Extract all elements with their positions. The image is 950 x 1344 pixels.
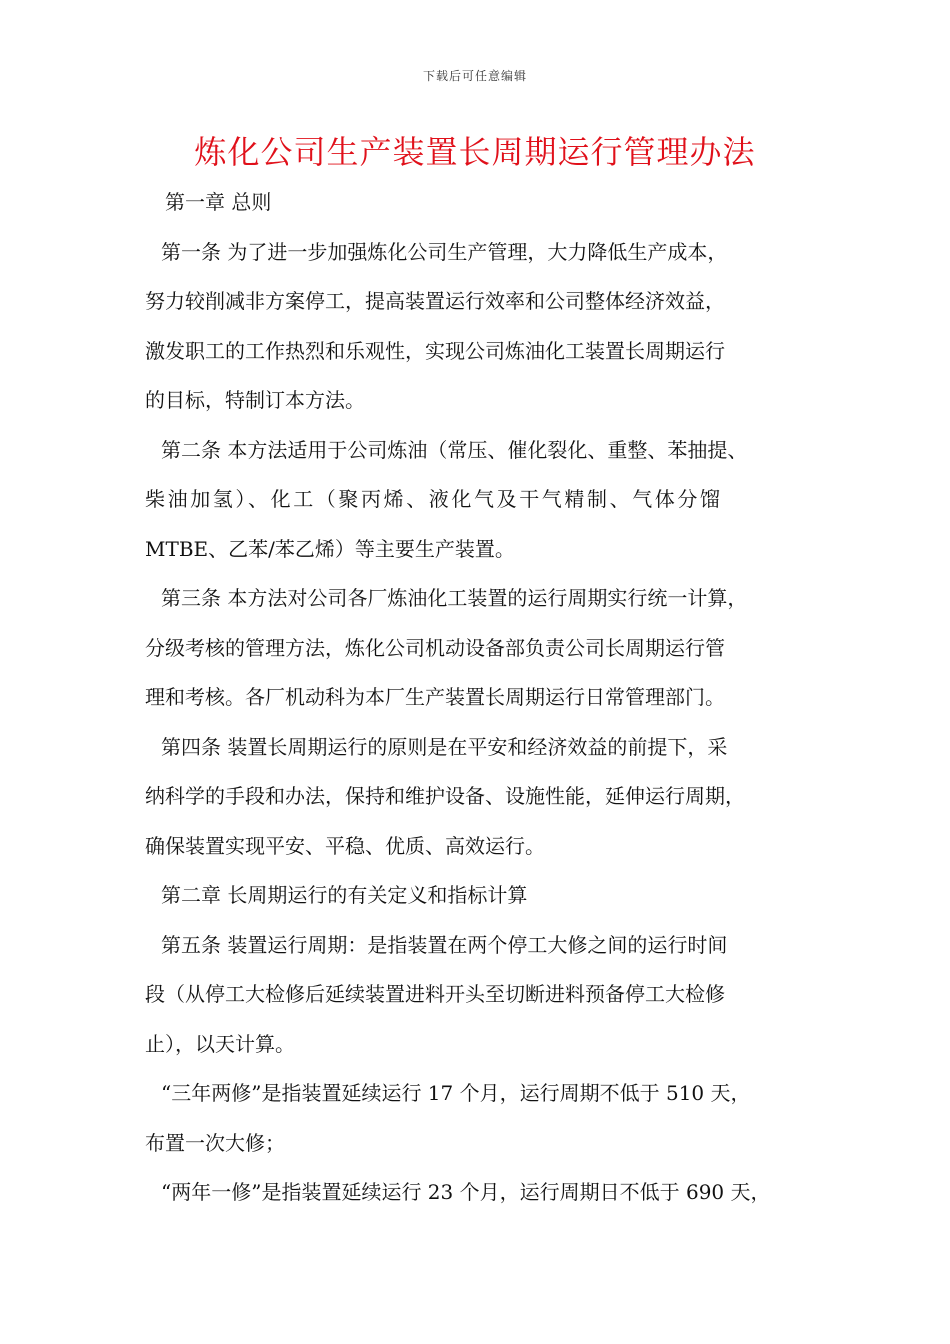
- body-line: 理和考核。各厂机动科为本厂生产装置长周期运行日常管理部门。: [145, 685, 725, 709]
- body-line: MTBE、乙苯/苯乙烯）等主要生产装置。: [145, 536, 515, 561]
- document-title: 炼化公司生产装置长周期运行管理办法: [194, 133, 756, 171]
- body-line: 段（从停工大检修后延续装置进料开头至切断进料预备停工大检修: [145, 982, 725, 1006]
- body-line: 的目标，特制订本方法。: [145, 388, 365, 412]
- body-line: 分级考核的管理方法，炼化公司机动设备部负责公司长周期运行管: [145, 635, 725, 660]
- header-note: 下载后可任意编辑: [422, 69, 527, 83]
- body-line: 第一章 总则: [165, 190, 272, 214]
- body-line: 第二条 本方法适用于公司炼油（常压、催化裂化、重整、苯抽提、: [161, 437, 748, 462]
- body-line: 确保装置实现平安、平稳、优质、高效运行。: [145, 833, 545, 858]
- body-line: 第四条 装置长周期运行的原则是在平安和经济效益的前提下，采: [161, 734, 728, 759]
- body-line: 柴油加氢）、化工（聚丙烯、液化气及干气精制、气体分馏: [145, 487, 723, 511]
- body-line: 激发职工的工作热烈和乐观性，实现公司炼油化工装置长周期运行: [145, 338, 725, 363]
- body-line: 努力较削减非方案停工，提高装置运行效率和公司整体经济效益，: [145, 289, 725, 313]
- body-line: “三年两修”是指装置延续运行 17 个月，运行周期不低于 510 天，: [161, 1081, 751, 1105]
- body-line: “两年一修”是指装置延续运行 23 个月，运行周期日不低于 690 天，: [161, 1180, 771, 1204]
- body-line: 止），以天计算。: [145, 1031, 295, 1056]
- body-line: 第一条 为了进一步加强炼化公司生产管理，大力降低生产成本，: [161, 239, 728, 264]
- body-line: 第五条 装置运行周期：是指装置在两个停工大修之间的运行时间: [161, 932, 728, 957]
- body-line: 布置一次大修；: [145, 1130, 285, 1155]
- document-body: [145, 178, 835, 1218]
- body-line: 第二章 长周期运行的有关定义和指标计算: [161, 883, 528, 907]
- body-line: 纳科学的手段和办法，保持和维护设备、设施性能，延伸运行周期，: [145, 784, 745, 808]
- body-line: 第三条 本方法对公司各厂炼油化工装置的运行周期实行统一计算，: [161, 586, 748, 610]
